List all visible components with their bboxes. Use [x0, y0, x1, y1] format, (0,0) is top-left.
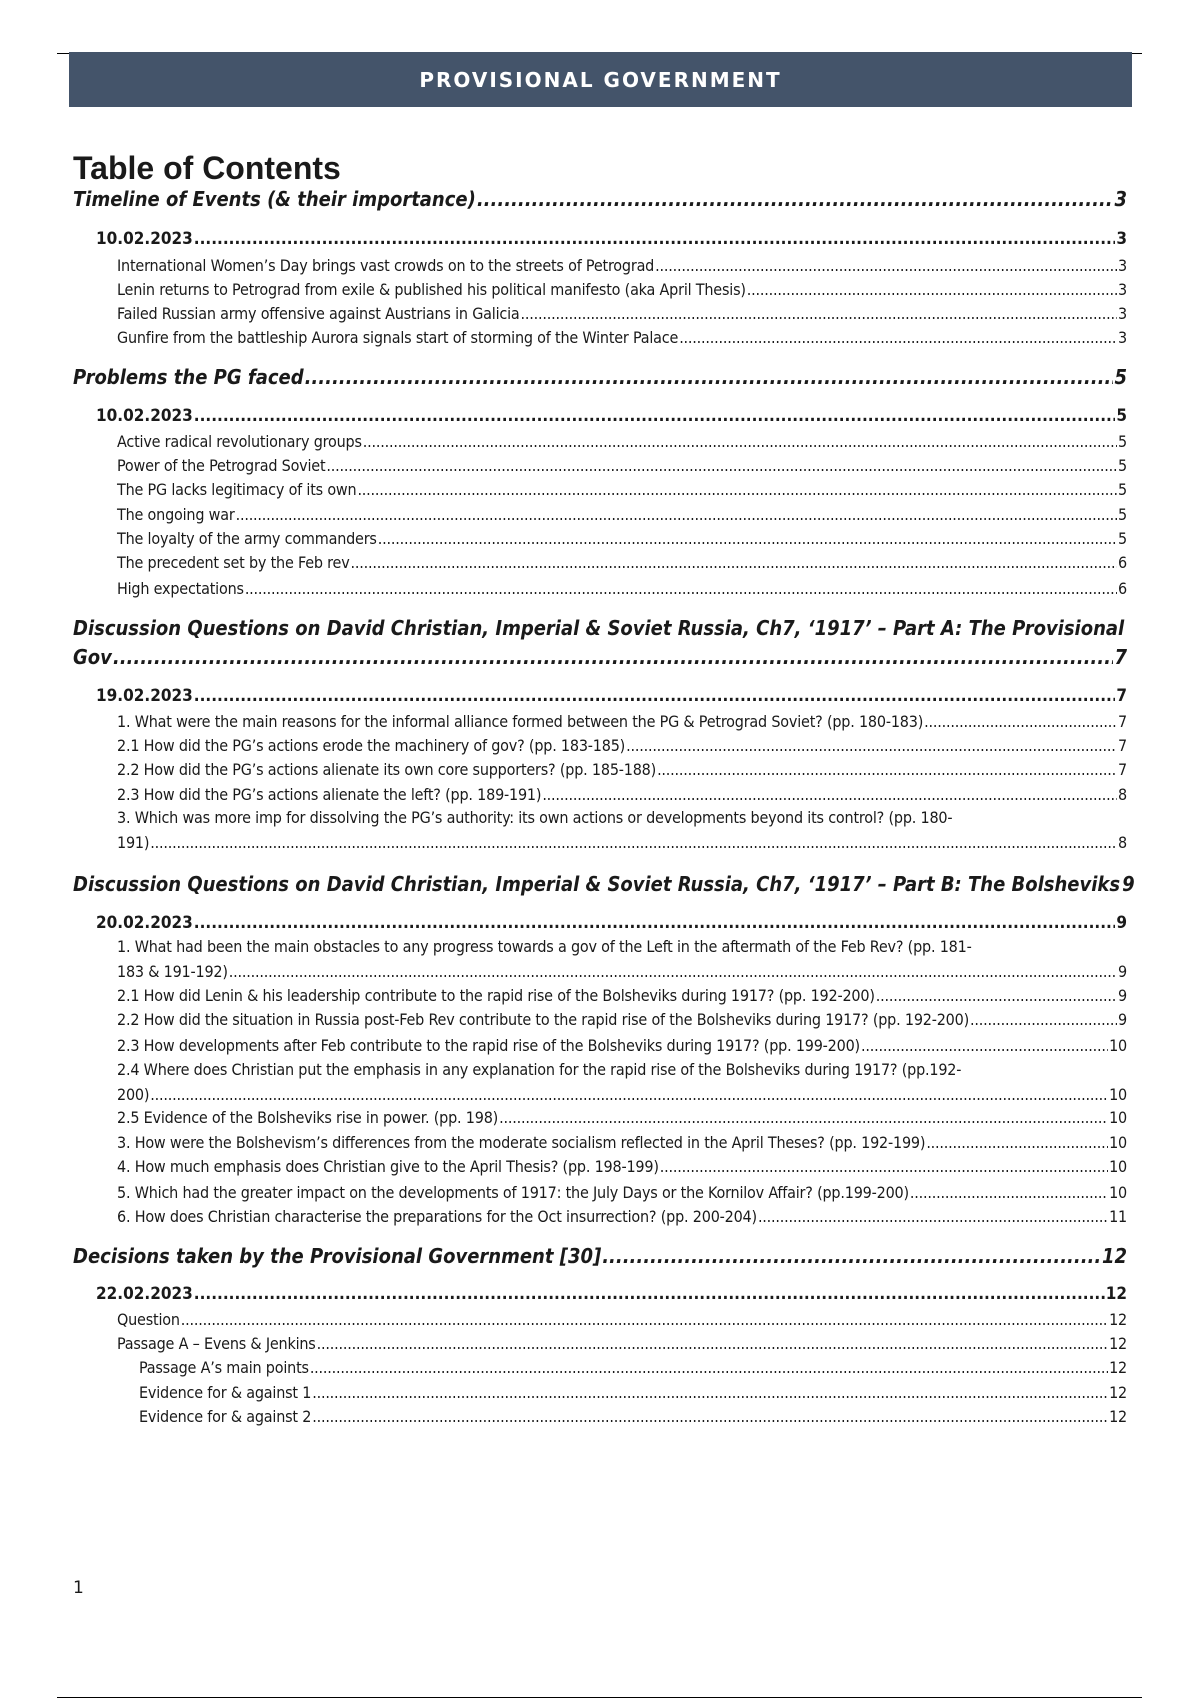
toc-page-number: 8: [1118, 833, 1127, 852]
toc-entry[interactable]: [0, 1407, 1127, 1426]
toc-page-number: 10: [1109, 1036, 1127, 1055]
toc-dot-leader: [150, 833, 1117, 852]
toc-entry-text: The PG lacks legitimacy of its own: [117, 480, 357, 499]
toc-page-number: 10: [1109, 1108, 1127, 1127]
page-number: 1: [73, 1578, 84, 1598]
toc-page-number: 9: [1122, 872, 1135, 896]
toc-entry[interactable]: [0, 432, 1127, 451]
toc-dot-leader: [363, 432, 1117, 451]
toc-entry-text-line1: 2.4 Where does Christian put the emphasis in any explanation for the rapid rise of the Bolsheviks during 1917? (pp.192-: [117, 1060, 962, 1079]
toc-page-number: 12: [1109, 1358, 1127, 1377]
toc-dot-leader: [758, 1207, 1108, 1226]
toc-dot-leader: [626, 736, 1117, 755]
toc-page-number: 5: [1116, 406, 1127, 426]
toc-dot-leader: [326, 456, 1117, 475]
toc-entry[interactable]: [0, 1284, 1127, 1304]
toc-page-number: 5: [1118, 432, 1127, 451]
toc-entry-text: 191): [117, 833, 150, 852]
toc-page-number: 6: [1118, 553, 1127, 572]
toc-entry-text: 183 & 191-192): [117, 962, 228, 981]
toc-page-number: 7: [1118, 760, 1127, 779]
toc-entry-text: 10.02.2023: [96, 229, 193, 249]
toc-entry[interactable]: [0, 785, 1127, 804]
toc-entry[interactable]: [0, 579, 1127, 598]
toc-dot-leader: [861, 1036, 1108, 1055]
toc-entry-text: Gov: [73, 645, 112, 669]
toc-entry[interactable]: [0, 365, 1127, 389]
toc-entry[interactable]: [0, 553, 1127, 572]
toc-entry-text: 5. Which had the greater impact on the developments of 1917: the July Days or the Kornilov Affair? (pp.199-200): [117, 1183, 909, 1202]
toc-entry-text: 2.1 How did Lenin & his leadership contribute to the rapid rise of the Bolsheviks during 1917? (pp. 192-200): [117, 986, 875, 1005]
toc-entry[interactable]: [0, 1060, 1127, 1104]
toc-entry-text: 200): [117, 1085, 150, 1104]
toc-entry[interactable]: [0, 256, 1127, 275]
toc-entry[interactable]: [0, 1108, 1127, 1127]
toc-dot-leader: [521, 304, 1118, 323]
toc-page-number: 12: [1109, 1383, 1127, 1402]
toc-entry[interactable]: [0, 872, 1135, 896]
toc-page-number: 7: [1118, 736, 1127, 755]
toc-entry[interactable]: [0, 328, 1127, 347]
toc-dot-leader: [245, 579, 1117, 598]
toc-dot-leader: [194, 406, 1116, 426]
toc-page-number: 3: [1114, 187, 1127, 211]
toc-page-number: 10: [1109, 1085, 1127, 1104]
toc-page-number: 5: [1118, 505, 1127, 524]
toc-dot-leader: [542, 785, 1117, 804]
toc-dot-leader: [236, 505, 1117, 524]
toc-dot-leader: [477, 187, 1114, 211]
toc-entry[interactable]: [0, 1383, 1127, 1402]
toc-dot-leader: [679, 328, 1117, 347]
toc-entry[interactable]: [0, 986, 1127, 1005]
toc-entry[interactable]: [0, 913, 1127, 933]
toc-dot-leader: [876, 986, 1117, 1005]
toc-entry-text: Question: [117, 1310, 180, 1329]
toc-page-number: 8: [1118, 785, 1127, 804]
toc-entry-text: 2.2 How did the PG’s actions alienate its own core supporters? (pp. 185-188): [117, 760, 657, 779]
toc-entry-text-line1: 1. What had been the main obstacles to any progress towards a gov of the Left in the aftermath of the Feb Rev? (pp. 181-: [117, 937, 972, 956]
bottom-rule: [57, 1697, 1142, 1698]
toc-entry-text: 20.02.2023: [96, 913, 193, 933]
toc-page-number: 3: [1118, 256, 1127, 275]
toc-entry[interactable]: [0, 1183, 1127, 1202]
toc-page-number: 3: [1118, 304, 1127, 323]
toc-entry-text: Timeline of Events (& their importance): [73, 187, 476, 211]
toc-entry-text: Evidence for & against 2: [139, 1407, 312, 1426]
toc-entry[interactable]: [0, 187, 1127, 211]
toc-entry-text: 4. How much emphasis does Christian give to the April Thesis? (pp. 198-199): [117, 1157, 659, 1176]
toc-entry[interactable]: [0, 760, 1127, 779]
toc-entry[interactable]: [0, 1157, 1127, 1176]
toc-dot-leader: [910, 1183, 1108, 1202]
toc-page-number: 3: [1118, 280, 1127, 299]
toc-page-number: 5: [1114, 365, 1127, 389]
toc-dot-leader: [181, 1310, 1108, 1329]
toc-title: Table of Contents: [73, 150, 341, 186]
toc-entry[interactable]: [0, 280, 1127, 299]
toc-entry-text: 10.02.2023: [96, 406, 193, 426]
toc-entry[interactable]: [0, 406, 1127, 426]
toc-dot-leader: [312, 1383, 1108, 1402]
toc-dot-leader: [150, 1085, 1108, 1104]
toc-page-number: 12: [1109, 1310, 1127, 1329]
toc-entry-text: Power of the Petrograd Soviet: [117, 456, 326, 475]
toc-page-number: 9: [1118, 986, 1127, 1005]
toc-dot-leader: [317, 1334, 1108, 1353]
toc-page-number: 3: [1116, 229, 1127, 249]
toc-dot-leader: [194, 229, 1116, 249]
toc-entry-text: 2.2 How did the situation in Russia post-Feb Rev contribute to the rapid rise of the Bolsheviks during 1917? (pp. 192-200): [117, 1010, 970, 1029]
toc-entry-text: International Women’s Day brings vast crowds on to the streets of Petrograd: [117, 256, 655, 275]
toc-entry-text-line1: 3. Which was more imp for dissolving the PG’s authority: its own actions or developments beyond its control? (pp. 180-: [117, 808, 953, 827]
toc-dot-leader: [660, 1157, 1108, 1176]
toc-entry-text: 19.02.2023: [96, 686, 193, 706]
toc-entry-text: 2.1 How did the PG’s actions erode the machinery of gov? (pp. 183-185): [117, 736, 626, 755]
toc-page-number: 5: [1118, 529, 1127, 548]
toc-dot-leader: [602, 1244, 1101, 1268]
toc-page-number: 9: [1116, 913, 1127, 933]
toc-entry-text: Lenin returns to Petrograd from exile & published his political manifesto (aka April Thesis): [117, 280, 746, 299]
toc-entry-text: 22.02.2023: [96, 1284, 193, 1304]
toc-dot-leader: [351, 553, 1118, 572]
toc-entry-text: The ongoing war: [117, 505, 235, 524]
toc-page-number: 12: [1101, 1244, 1127, 1268]
toc-dot-leader: [747, 280, 1117, 299]
toc-page-number: 10: [1109, 1157, 1127, 1176]
toc-page-number: 7: [1118, 712, 1127, 731]
toc-entry-text: 2.3 How did the PG’s actions alienate the left? (pp. 189-191): [117, 785, 542, 804]
toc-entry-text: Evidence for & against 1: [139, 1383, 312, 1402]
toc-dot-leader: [310, 1358, 1108, 1377]
toc-page-number: 9: [1118, 1010, 1127, 1029]
toc-entry-text: Problems the PG faced: [73, 365, 304, 389]
toc-dot-leader: [229, 962, 1117, 981]
toc-page-number: 10: [1109, 1133, 1127, 1152]
toc-entry-text: Passage A – Evens & Jenkins: [117, 1334, 316, 1353]
toc-dot-leader: [357, 480, 1117, 499]
toc-entry[interactable]: [0, 1010, 1127, 1029]
toc-dot-leader: [924, 712, 1117, 731]
toc-page-number: 12: [1109, 1334, 1127, 1353]
toc-entry[interactable]: [0, 616, 1127, 669]
toc-entry[interactable]: [0, 505, 1127, 524]
toc-entry[interactable]: [0, 1244, 1127, 1268]
toc-page-number: 9: [1118, 962, 1127, 981]
toc-dot-leader: [305, 365, 1114, 389]
toc-entry-text: The loyalty of the army commanders: [117, 529, 377, 548]
toc-dot-leader: [655, 256, 1117, 275]
toc-entry-text: 2.5 Evidence of the Bolsheviks rise in power. (pp. 198): [117, 1108, 499, 1127]
toc-entry-text: Gunfire from the battleship Aurora signals start of storming of the Winter Palace: [117, 328, 679, 347]
toc-entry-text: 2.3 How developments after Feb contribute to the rapid rise of the Bolsheviks during 1917? (pp. 199-200): [117, 1036, 860, 1055]
toc-dot-leader: [194, 686, 1116, 706]
toc-entry[interactable]: [0, 1133, 1127, 1152]
toc-dot-leader: [378, 529, 1117, 548]
toc-entry[interactable]: [0, 1358, 1127, 1377]
toc-dot-leader: [194, 913, 1116, 933]
toc-entry[interactable]: [0, 1334, 1127, 1353]
toc-entry[interactable]: [0, 808, 1127, 852]
toc-entry[interactable]: [0, 304, 1127, 323]
toc-dot-leader: [499, 1108, 1108, 1127]
toc-entry-text-line1: Discussion Questions on David Christian, Imperial & Soviet Russia, Ch7, ‘1917’ – Part A: The Provisional: [73, 616, 1125, 640]
toc-entry[interactable]: [0, 480, 1127, 499]
toc-dot-leader: [926, 1133, 1108, 1152]
toc-entry[interactable]: [0, 686, 1127, 706]
toc-entry-text: Discussion Questions on David Christian, Imperial & Soviet Russia, Ch7, ‘1917’ – Part B: The Bolsheviks: [73, 872, 1121, 896]
toc-entry[interactable]: [0, 1207, 1127, 1226]
toc-dot-leader: [113, 645, 1114, 669]
toc-dot-leader: [657, 760, 1117, 779]
toc-page-number: 12: [1105, 1284, 1127, 1304]
toc-entry[interactable]: [0, 529, 1127, 548]
toc-entry[interactable]: [0, 736, 1127, 755]
toc-entry[interactable]: [0, 456, 1127, 475]
toc-dot-leader: [312, 1407, 1108, 1426]
toc-entry-text: Failed Russian army offensive against Austrians in Galicia: [117, 304, 520, 323]
toc-entry[interactable]: [0, 1310, 1127, 1329]
toc-entry-text: 3. How were the Bolshevism’s differences from the moderate socialism reflected in the April Theses? (pp. 192-199): [117, 1133, 926, 1152]
toc-entry-text: 6. How does Christian characterise the preparations for the Oct insurrection? (pp. 200-204): [117, 1207, 757, 1226]
toc-page-number: 7: [1116, 686, 1127, 706]
toc-page-number: 6: [1118, 579, 1127, 598]
toc-entry-text: Decisions taken by the Provisional Government [30]: [73, 1244, 602, 1268]
toc-entry-text: Active radical revolutionary groups: [117, 432, 362, 451]
toc-entry-text: The precedent set by the Feb rev: [117, 553, 350, 572]
toc-page-number: 5: [1118, 456, 1127, 475]
toc-entry[interactable]: [0, 712, 1127, 731]
toc-dot-leader: [194, 1284, 1105, 1304]
toc-entry[interactable]: [0, 1036, 1127, 1055]
toc-dot-leader: [970, 1010, 1117, 1029]
toc-entry[interactable]: [0, 937, 1127, 981]
toc-page-number: 3: [1118, 328, 1127, 347]
toc-entry[interactable]: [0, 229, 1127, 249]
toc-page-number: 7: [1114, 645, 1127, 669]
toc-page-number: 5: [1118, 480, 1127, 499]
toc-page-number: 12: [1109, 1407, 1127, 1426]
toc-page-number: 11: [1109, 1207, 1127, 1226]
toc-entry-text: High expectations: [117, 579, 244, 598]
toc-entry-text: 1. What were the main reasons for the informal alliance formed between the PG & Petrograd Soviet? (pp. 180-183): [117, 712, 924, 731]
toc-page-number: 10: [1109, 1183, 1127, 1202]
toc-entry-text: Passage A’s main points: [139, 1358, 309, 1377]
header-title: PROVISIONAL GOVERNMENT: [419, 67, 782, 92]
